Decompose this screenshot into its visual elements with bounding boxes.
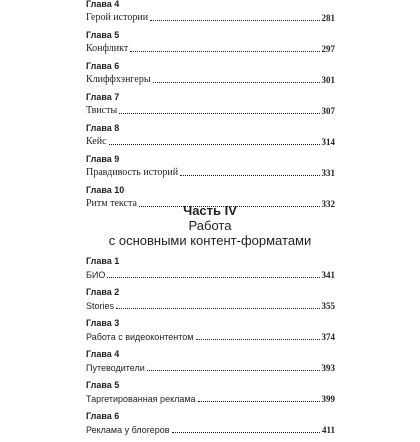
toc-row	[86, 330, 335, 343]
page-number: 411	[321, 425, 335, 435]
part-title-line2: с основными контент-форматами	[108, 233, 312, 248]
dot-leader	[119, 112, 319, 114]
chapter-label: Глава 10	[86, 185, 125, 195]
part-title-line1: Работа	[188, 218, 232, 233]
chapter-title: Реклама у блогеров	[86, 425, 170, 435]
dot-leader	[198, 400, 320, 402]
chapter-label: Глава 5	[86, 380, 120, 390]
dot-leader	[153, 81, 320, 83]
dot-leader	[130, 50, 319, 52]
chapter-label: Глава 7	[86, 92, 120, 102]
chapter-label: Глава 8	[86, 123, 120, 133]
toc-list-top	[86, 0, 335, 216]
page-number: 297	[321, 44, 335, 54]
toc-row	[86, 11, 335, 24]
chapter-title: Правдивость историй	[86, 167, 179, 178]
chapter-label: Глава 6	[86, 411, 120, 421]
toc-entry[interactable]	[86, 256, 335, 287]
dot-leader	[116, 307, 319, 309]
toc-entry[interactable]	[86, 287, 335, 318]
toc-row	[86, 166, 335, 179]
chapter-title: Герой истории	[86, 12, 149, 23]
chapter-title: Ритм текста	[86, 198, 137, 209]
toc-row	[86, 135, 335, 148]
toc-row	[86, 392, 335, 405]
toc-entry[interactable]	[86, 61, 335, 92]
chapter-label: Глава 6	[86, 61, 120, 71]
chapter-label: Глава 2	[86, 287, 120, 297]
toc-entry[interactable]	[86, 318, 335, 349]
page-number: 301	[321, 75, 335, 85]
toc-entry[interactable]	[86, 349, 335, 380]
chapter-label: Глава 9	[86, 154, 120, 164]
toc-entry[interactable]	[86, 380, 335, 411]
part-label: Часть IV	[183, 203, 237, 218]
toc-entry[interactable]	[86, 123, 335, 154]
toc-row	[86, 104, 335, 117]
chapter-label: Глава 4	[86, 0, 120, 9]
chapter-title: Таргетированная реклама	[86, 394, 196, 404]
page-number: 393	[321, 363, 335, 373]
page-number: 307	[321, 106, 335, 116]
chapter-title: Stories	[86, 301, 115, 311]
toc-row	[86, 73, 335, 86]
toc-entry[interactable]	[86, 92, 335, 123]
toc-entry[interactable]	[86, 154, 335, 185]
page-number: 331	[321, 168, 335, 178]
page-number: 332	[321, 199, 335, 209]
page-number: 281	[321, 13, 335, 23]
chapter-title: Конфликт	[86, 43, 129, 54]
toc-row	[86, 361, 335, 374]
toc-row	[86, 42, 335, 55]
dot-leader	[196, 338, 320, 340]
dot-leader	[109, 143, 320, 145]
toc-entry[interactable]	[86, 0, 335, 30]
page-number: 374	[321, 332, 335, 342]
dot-leader	[180, 174, 319, 176]
page-number: 355	[321, 301, 335, 311]
toc-list-bottom	[86, 256, 335, 442]
chapter-title: БИО	[86, 270, 106, 280]
toc-row	[86, 423, 335, 436]
chapter-title: Работа с видеоконтентом	[86, 332, 194, 342]
page-number: 399	[321, 394, 335, 404]
part-heading	[0, 203, 420, 248]
chapter-label: Глава 3	[86, 318, 120, 328]
chapter-label: Глава 4	[86, 349, 120, 359]
chapter-label: Глава 1	[86, 256, 120, 266]
page-number: 314	[321, 137, 335, 147]
chapter-title: Кейс	[86, 136, 107, 147]
chapter-title: Твисты	[86, 105, 118, 116]
dot-leader	[147, 369, 320, 371]
toc-row	[86, 268, 335, 281]
page-number: 341	[321, 270, 335, 280]
toc-row	[86, 299, 335, 312]
chapter-label: Глава 5	[86, 30, 120, 40]
toc-entry[interactable]	[86, 30, 335, 61]
dot-leader	[150, 19, 319, 21]
chapter-title: Клиффхэнгеры	[86, 74, 151, 85]
chapter-title: Путеводители	[86, 363, 145, 373]
dot-leader	[172, 431, 320, 433]
toc-entry[interactable]	[86, 411, 335, 442]
dot-leader	[107, 276, 319, 278]
